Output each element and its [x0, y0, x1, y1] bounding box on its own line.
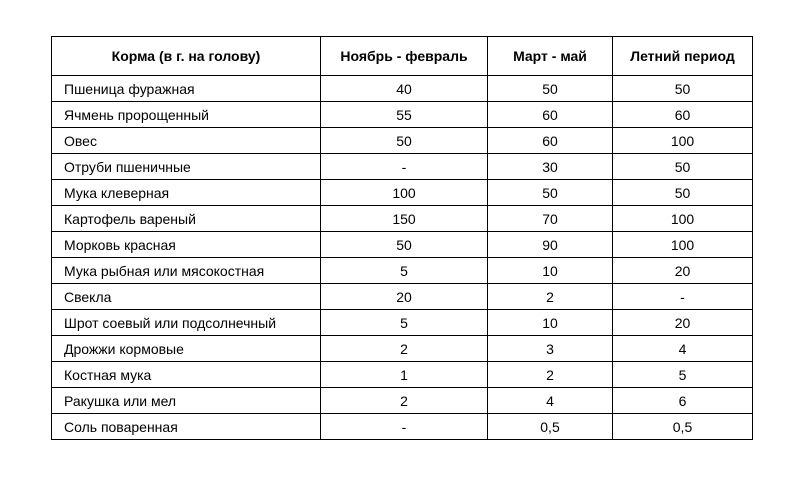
summer-cell: 4 — [613, 336, 753, 362]
table-row — [52, 284, 753, 310]
table-body — [52, 76, 753, 440]
table-row — [52, 102, 753, 128]
table-row — [52, 362, 753, 388]
nov-feb-cell: 50 — [321, 128, 488, 154]
table-row — [52, 336, 753, 362]
feed-name-cell: Ракушка или мел — [52, 388, 321, 414]
mar-may-cell: 2 — [488, 284, 613, 310]
feed-name-cell: Картофель вареный — [52, 206, 321, 232]
nov-feb-cell: 5 — [321, 310, 488, 336]
table-row — [52, 206, 753, 232]
summer-cell: - — [613, 284, 753, 310]
table-row — [52, 128, 753, 154]
feed-name-cell: Ячмень пророщенный — [52, 102, 321, 128]
nov-feb-cell: 50 — [321, 232, 488, 258]
table-row — [52, 76, 753, 102]
mar-may-cell: 50 — [488, 180, 613, 206]
nov-feb-cell: 1 — [321, 362, 488, 388]
feed-name-cell: Мука рыбная или мясокостная — [52, 258, 321, 284]
mar-may-cell: 10 — [488, 310, 613, 336]
mar-may-cell: 3 — [488, 336, 613, 362]
table-row — [52, 414, 753, 440]
nov-feb-cell: 20 — [321, 284, 488, 310]
nov-feb-cell: - — [321, 414, 488, 440]
header-feed: Корма (в г. на голову) — [52, 37, 321, 76]
summer-cell: 6 — [613, 388, 753, 414]
header-row — [52, 37, 753, 76]
mar-may-cell: 90 — [488, 232, 613, 258]
feed-name-cell: Соль поваренная — [52, 414, 321, 440]
mar-may-cell: 4 — [488, 388, 613, 414]
header-nov-feb: Ноябрь - февраль — [321, 37, 488, 76]
mar-may-cell: 0,5 — [488, 414, 613, 440]
nov-feb-cell: - — [321, 154, 488, 180]
summer-cell: 100 — [613, 206, 753, 232]
feed-name-cell: Мука клеверная — [52, 180, 321, 206]
nov-feb-cell: 40 — [321, 76, 488, 102]
feed-name-cell: Морковь красная — [52, 232, 321, 258]
nov-feb-cell: 150 — [321, 206, 488, 232]
summer-cell: 50 — [613, 76, 753, 102]
table-row — [52, 180, 753, 206]
summer-cell: 5 — [613, 362, 753, 388]
table-row — [52, 388, 753, 414]
table-row — [52, 258, 753, 284]
mar-may-cell: 60 — [488, 102, 613, 128]
summer-cell: 50 — [613, 180, 753, 206]
summer-cell: 60 — [613, 102, 753, 128]
feed-name-cell: Костная мука — [52, 362, 321, 388]
feed-name-cell: Отруби пшеничные — [52, 154, 321, 180]
feed-name-cell: Дрожжи кормовые — [52, 336, 321, 362]
mar-may-cell: 10 — [488, 258, 613, 284]
summer-cell: 50 — [613, 154, 753, 180]
feed-name-cell: Шрот соевый или подсолнечный — [52, 310, 321, 336]
nov-feb-cell: 2 — [321, 388, 488, 414]
header-summer: Летний период — [613, 37, 753, 76]
nov-feb-cell: 5 — [321, 258, 488, 284]
nov-feb-cell: 55 — [321, 102, 488, 128]
summer-cell: 100 — [613, 232, 753, 258]
feed-name-cell: Свекла — [52, 284, 321, 310]
nov-feb-cell: 100 — [321, 180, 488, 206]
summer-cell: 0,5 — [613, 414, 753, 440]
mar-may-cell: 70 — [488, 206, 613, 232]
table-row — [52, 232, 753, 258]
header-mar-may: Март - май — [488, 37, 613, 76]
table-row — [52, 154, 753, 180]
summer-cell: 20 — [613, 310, 753, 336]
nov-feb-cell: 2 — [321, 336, 488, 362]
mar-may-cell: 30 — [488, 154, 613, 180]
summer-cell: 20 — [613, 258, 753, 284]
mar-may-cell: 50 — [488, 76, 613, 102]
mar-may-cell: 60 — [488, 128, 613, 154]
feed-name-cell: Овес — [52, 128, 321, 154]
feed-name-cell: Пшеница фуражная — [52, 76, 321, 102]
mar-may-cell: 2 — [488, 362, 613, 388]
feed-ration-table — [51, 36, 753, 440]
table-row — [52, 310, 753, 336]
summer-cell: 100 — [613, 128, 753, 154]
